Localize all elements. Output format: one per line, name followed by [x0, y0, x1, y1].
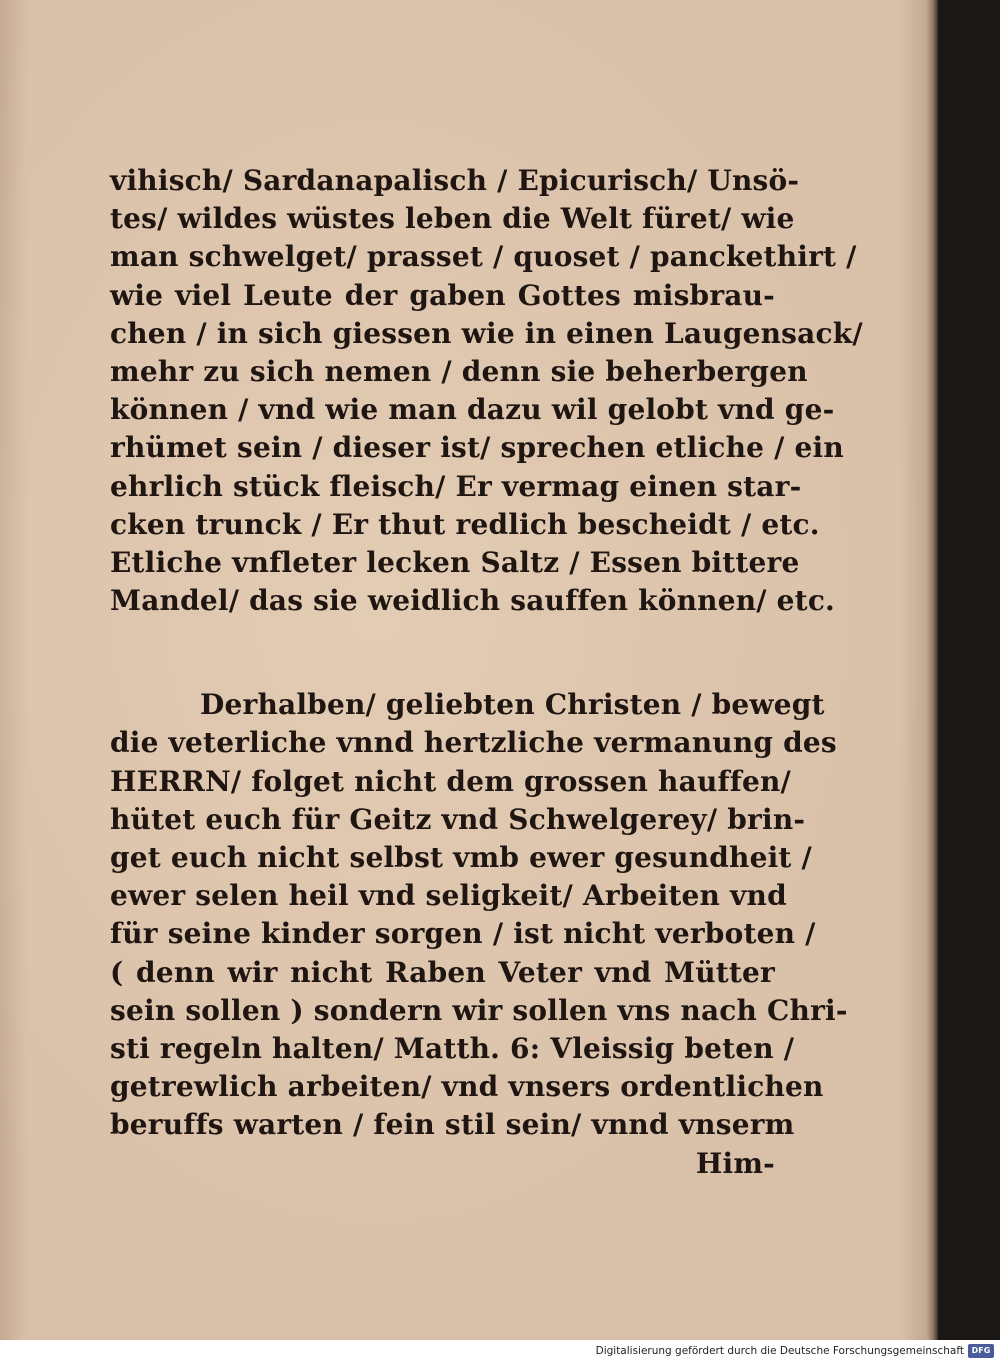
text-line: können / vnd wie man dazu wil gelobt vnd ge- — [110, 393, 835, 427]
text-line: ehrlich stück fleisch/ Er vermag einen star- — [110, 469, 802, 503]
text-line: sti regeln halten/ Matth. 6: Vleissig beten / — [110, 1031, 795, 1065]
text-line: beruffs warten / fein stil sein/ vnnd vnserm — [110, 1108, 795, 1142]
paragraph-1 — [110, 162, 863, 620]
footer-bar — [0, 1340, 1000, 1363]
text-line: Mandel/ das sie weidlich sauffen können/ etc. — [110, 584, 836, 618]
text-line: vihisch/ Sardanapalisch / Epicurisch/ Unsö- — [110, 164, 800, 197]
text-line: hütet euch für Geitz vnd Schwelgerey/ brin- — [110, 802, 806, 836]
text-line: sein sollen ) sondern wir sollen vns nach Chri- — [110, 993, 848, 1027]
text-line: mehr zu sich nemen / denn sie beherbergen — [110, 354, 808, 388]
catchword: Him- — [695, 1146, 775, 1180]
text-line: die veterliche vnnd hertzliche vermanung des — [110, 726, 837, 760]
page-text — [110, 162, 863, 1183]
text-line: man schwelget/ prasset / quoset / panckethirt / — [110, 240, 857, 274]
funding-credit: Digitalisierung gefördert durch die Deutsche Forschungsgemeinschaft — [595, 1345, 964, 1357]
text-line: get euch nicht selbst vmb ewer gesundheit / — [110, 841, 812, 874]
page-edge — [926, 0, 938, 1340]
paragraph-2 — [110, 686, 848, 1144]
text-line: wie viel Leute der gaben Gottes misbrau- — [110, 278, 775, 312]
text-line: cken trunck / Er thut redlich bescheidt / etc. — [110, 507, 820, 541]
paragraph-gap — [110, 620, 775, 686]
text-line: chen / in sich giessen wie in einen Laugensack/ — [110, 316, 863, 350]
text-line: HERRN/ folget nicht dem grossen hauffen/ — [110, 764, 791, 798]
text-line: tes/ wildes wüstes leben die Welt füret/ wie — [110, 202, 795, 236]
dfg-logo: DFG — [968, 1344, 994, 1358]
text-line: getrewlich arbeiten/ vnd vnsers ordentlichen — [110, 1070, 824, 1104]
text-line: Derhalben/ geliebten Christen / bewegt — [200, 688, 825, 722]
text-line: ewer selen heil vnd seligkeit/ Arbeiten vnd — [110, 879, 787, 913]
text-line: ( denn wir nicht Raben Veter vnd Mütter — [110, 955, 775, 989]
text-line: rhümet sein / dieser ist/ sprechen etliche / ein — [110, 431, 844, 465]
text-line: Etliche vnfleter lecken Saltz / Essen bittere — [110, 545, 800, 579]
text-line: für seine kinder sorgen / ist nicht verboten / — [110, 917, 816, 951]
